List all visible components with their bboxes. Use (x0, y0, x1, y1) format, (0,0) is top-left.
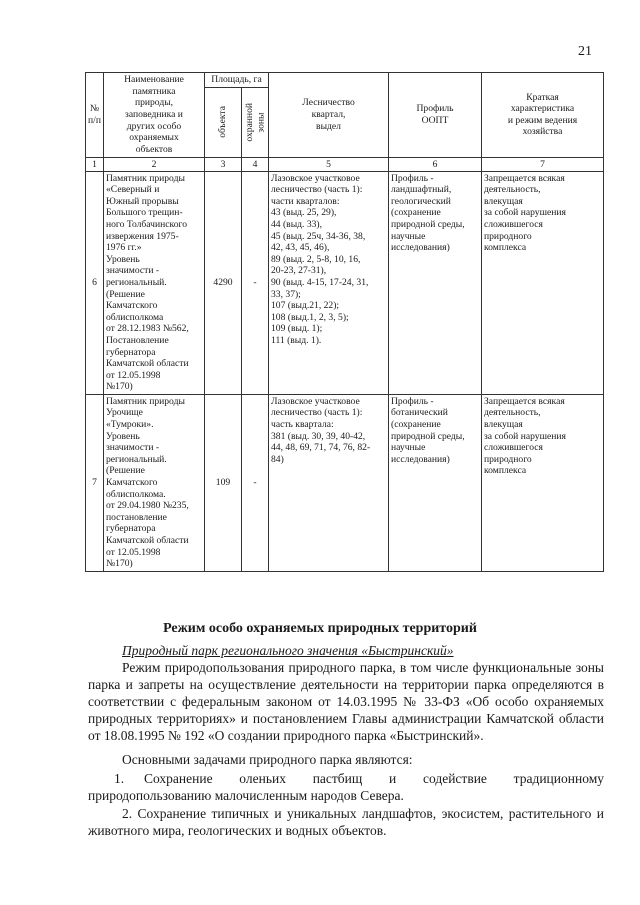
park-subtitle: Природный парк регионального значения «Быстринский» (122, 643, 454, 658)
paragraph-task-1 (88, 770, 604, 804)
paragraph-regime: Режим природопользования природного парка, в том числе функциональные зоны парка и запреты на осуществление деятельности на территории парка определяются в соответствии с федеральным законом от 14.03.1995 № 33-ФЗ «Об особо охраняемых природных территориях» и постановлением Главы администрации Камчатской области от 18.08.1995 № 192 «О создании природного парка «Быстринский». (88, 660, 604, 743)
task-1-number: 1. (114, 771, 125, 786)
row-summary: Запрещается всякая деятельность, влекущая за собой нарушения сложившегося природного комплекса (482, 394, 604, 571)
header-area-object-cell (205, 87, 242, 157)
row-profile: Профиль - ландшафтный, геологический (сохранение природной среды, научные исследования) (389, 171, 482, 394)
header-area-buffer: охранной зоны (244, 102, 267, 142)
row-forestry: Лазовское участковое лесничество (часть 1): части кварталов: 43 (выд. 25, 29), 44 (выд. 33), 45 (выд. 25ч, 34-36, 38, 42, 43, 45, 46), 89 (выд. 2, 5-8, 10, 16, 20-23, 27-31), 90 (выд. 4-15, 17-24, 31, 33, 37); 107 (выд.21, 22); 108 (выд.1, 2, 3, 5); 109 (выд. 1); 111 (выд. 1). (269, 171, 389, 394)
table-row (86, 394, 604, 571)
column-number: 7 (482, 157, 604, 171)
row-number: 7 (86, 394, 104, 571)
section-title: Режим особо охраняемых природных территорий (163, 621, 477, 636)
header-area-buffer-cell (242, 87, 269, 157)
row-forestry: Лазовское участковое лесничество (часть 1): часть квартала: 381 (выд. 30, 39, 40-42, 44, 48, 69, 71, 74, 76, 82- 84) (269, 394, 389, 571)
row-name: Памятник природы «Северный и Южный прорывы Большого трещин- ного Толбачинского извержения 1975- 1976 гг.» Уровень значимости - региональный. (Решение Камчатского облисполкома от 28.12.1983 №562, Постановление губернатора Камчатской области от 12.05.1998 №170) (104, 171, 205, 394)
row-number: 6 (86, 171, 104, 394)
header-profile: Профиль ООПТ (389, 73, 482, 158)
row-summary: Запрещается всякая деятельность, влекущая за собой нарушения сложившегося природного комплекса (482, 171, 604, 394)
row-name: Памятник природы Урочище «Тумроки». Уровень значимости - региональный. (Решение Камчатского облисполкома. от 29.04.1980 №235, постановление губернатора Камчатской области от 12.05.1998 №170) (104, 394, 205, 571)
column-number: 1 (86, 157, 104, 171)
row-area-object: 4290 (205, 171, 242, 394)
header-name: Наименование памятника природы, заповедника и других особо охраняемых объектов (104, 73, 205, 158)
header-number: № п/п (86, 73, 104, 158)
header-summary: Краткая характеристика и режим ведения хозяйства (482, 73, 604, 158)
row-area-buffer: - (242, 394, 269, 571)
header-area: Площадь, га (205, 73, 269, 88)
column-number: 5 (269, 157, 389, 171)
task-1-text: Сохранение оленьих пастбищ и содействие традиционному природопользованию малочисленным народов Севера. (88, 771, 604, 803)
header-area-object: объекта (217, 106, 229, 138)
paragraph-tasks-intro: Основными задачами природного парка являются: (122, 752, 413, 767)
column-number: 3 (205, 157, 242, 171)
column-number-row (86, 157, 604, 171)
row-profile: Профиль - ботанический (сохранение природной среды, научные исследования) (389, 394, 482, 571)
column-number: 2 (104, 157, 205, 171)
row-area-object: 109 (205, 394, 242, 571)
protected-areas-table (85, 72, 604, 572)
paragraph-task-2: 2. Сохранение типичных и уникальных ландшафтов, экосистем, растительного и животного мира, геологических и водных объектов. (88, 806, 604, 838)
table-row (86, 171, 604, 394)
row-area-buffer: - (242, 171, 269, 394)
header-forestry: Лесничество квартал, выдел (269, 73, 389, 158)
page-number: 21 (578, 44, 592, 59)
column-number: 6 (389, 157, 482, 171)
column-number: 4 (242, 157, 269, 171)
